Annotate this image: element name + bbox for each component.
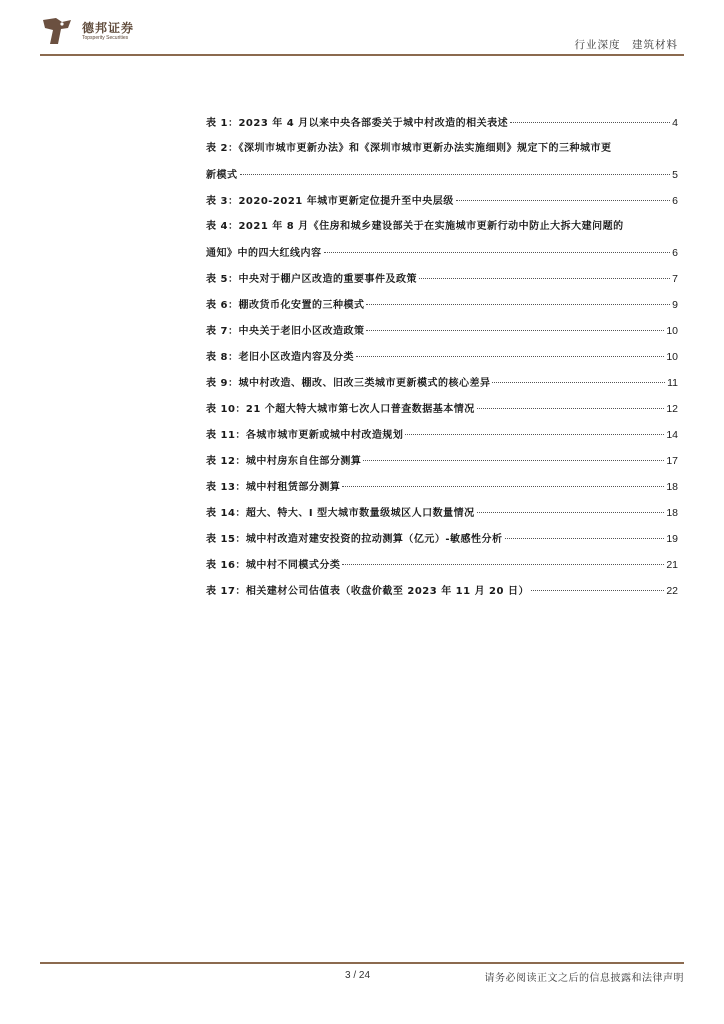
toc-entry[interactable] xyxy=(206,370,678,396)
toc-entry-page: 7 xyxy=(672,273,678,285)
toc-entry-page: 6 xyxy=(672,247,678,259)
toc-entry[interactable] xyxy=(206,318,678,344)
toc-entry-label: 表 6：棚改货币化安置的三种模式 xyxy=(206,300,365,311)
dot-leader xyxy=(342,563,664,565)
dot-leader xyxy=(510,121,670,123)
toc-entry-label: 表 13：城中村租赁部分测算 xyxy=(206,482,341,493)
toc-entry-page: 12 xyxy=(666,403,678,415)
toc-entry[interactable] xyxy=(206,344,678,370)
dot-leader xyxy=(366,303,670,305)
dot-leader xyxy=(456,199,670,201)
report-category: 行业深度 建筑材料 xyxy=(574,39,678,51)
toc-entry-label: 表 14：超大、特大、I 型大城市数量级城区人口数量情况 xyxy=(206,508,475,519)
page-number: 3 / 24 xyxy=(345,970,371,981)
toc-entry[interactable] xyxy=(206,474,678,500)
toc-entry-page: 6 xyxy=(672,195,678,207)
brand-name: 德邦证券 xyxy=(82,21,135,35)
toc-entry[interactable] xyxy=(206,526,678,552)
toc-entry[interactable] xyxy=(206,292,678,318)
toc-entry[interactable] xyxy=(206,188,678,214)
toc-entry-label: 表 9：城中村改造、棚改、旧改三类城市更新模式的核心差异 xyxy=(206,378,491,389)
dot-leader xyxy=(477,407,665,409)
toc-entry-page: 14 xyxy=(666,429,678,441)
dot-leader xyxy=(342,485,664,487)
toc-entry-page: 9 xyxy=(672,299,678,311)
toc-entry-page: 10 xyxy=(666,325,678,337)
toc-entry[interactable] xyxy=(206,448,678,474)
toc-entry-label: 表 11：各城市城市更新或城中村改造规划 xyxy=(206,430,404,441)
toc-entry-page: 4 xyxy=(672,117,678,129)
toc-entry[interactable] xyxy=(206,162,678,188)
toc-entry-label: 新模式 xyxy=(206,170,238,181)
toc-entry[interactable] xyxy=(206,552,678,578)
dot-leader xyxy=(363,459,664,461)
brand-name-english: Topsperity Securities xyxy=(82,35,129,41)
toc-entry[interactable] xyxy=(206,240,678,266)
dot-leader xyxy=(240,173,671,175)
toc-entry-page: 18 xyxy=(666,507,678,519)
toc-entry[interactable] xyxy=(206,396,678,422)
toc-entry[interactable] xyxy=(206,578,678,604)
toc-entry-page: 19 xyxy=(666,533,678,545)
toc-entry-line[interactable]: 表 4：2021 年 8 月《住房和城乡建设部关于在实施城市更新行动中防止大拆大建问题的 xyxy=(206,221,624,232)
toc-entry-page: 5 xyxy=(672,169,678,181)
toc-entry-label: 表 10：21 个超大特大城市第七次人口普查数据基本情况 xyxy=(206,404,475,415)
toc-entry-page: 21 xyxy=(666,559,678,571)
page-header xyxy=(0,0,724,60)
dot-leader xyxy=(492,381,665,383)
dot-leader xyxy=(324,251,671,253)
dot-leader xyxy=(419,277,670,279)
dot-leader xyxy=(356,355,664,357)
toc-entry-page: 18 xyxy=(666,481,678,493)
legal-disclaimer: 请务必阅读正文之后的信息披露和法律声明 xyxy=(484,973,684,984)
toc-entry-label: 表 7：中央关于老旧小区改造政策 xyxy=(206,326,365,337)
toc-entry-label: 表 15：城中村改造对建安投资的拉动测算（亿元）-敏感性分析 xyxy=(206,534,503,545)
dot-leader xyxy=(505,537,665,539)
toc-entry-page: 22 xyxy=(666,585,678,597)
dot-leader xyxy=(405,433,664,435)
toc-entry-page: 10 xyxy=(666,351,678,363)
toc-entry-label: 表 3：2020-2021 年城市更新定位提升至中央层级 xyxy=(206,196,454,207)
dot-leader xyxy=(531,589,664,591)
header-divider xyxy=(40,54,684,56)
toc-entry[interactable] xyxy=(206,500,678,526)
toc-entry-page: 17 xyxy=(666,455,678,467)
toc-entry-label: 表 8：老旧小区改造内容及分类 xyxy=(206,352,354,363)
toc-entry-label: 通知》中的四大红线内容 xyxy=(206,248,322,259)
toc-entry[interactable] xyxy=(206,110,678,136)
toc-entry-line[interactable]: 表 2：《深圳市城市更新办法》和《深圳市城市更新办法实施细则》规定下的三种城市更 xyxy=(206,143,612,154)
footer-divider xyxy=(40,962,684,964)
toc-entry[interactable] xyxy=(206,266,678,292)
toc-entry[interactable] xyxy=(206,422,678,448)
toc-entry-label: 表 5：中央对于棚户区改造的重要事件及政策 xyxy=(206,274,417,285)
toc-entry-label: 表 16：城中村不同模式分类 xyxy=(206,560,341,571)
company-logo-icon xyxy=(40,14,74,48)
toc-entry-page: 11 xyxy=(667,377,678,389)
toc-entry-label: 表 12：城中村房东自住部分测算 xyxy=(206,456,362,467)
dot-leader xyxy=(366,329,664,331)
toc-entry-label: 表 17：相关建材公司估值表（收盘价截至 2023 年 11 月 20 日） xyxy=(206,586,529,597)
toc-entry-label: 表 1：2023 年 4 月以来中央各部委关于城中村改造的相关表述 xyxy=(206,118,509,129)
dot-leader xyxy=(477,511,665,513)
table-of-tables xyxy=(206,110,678,604)
